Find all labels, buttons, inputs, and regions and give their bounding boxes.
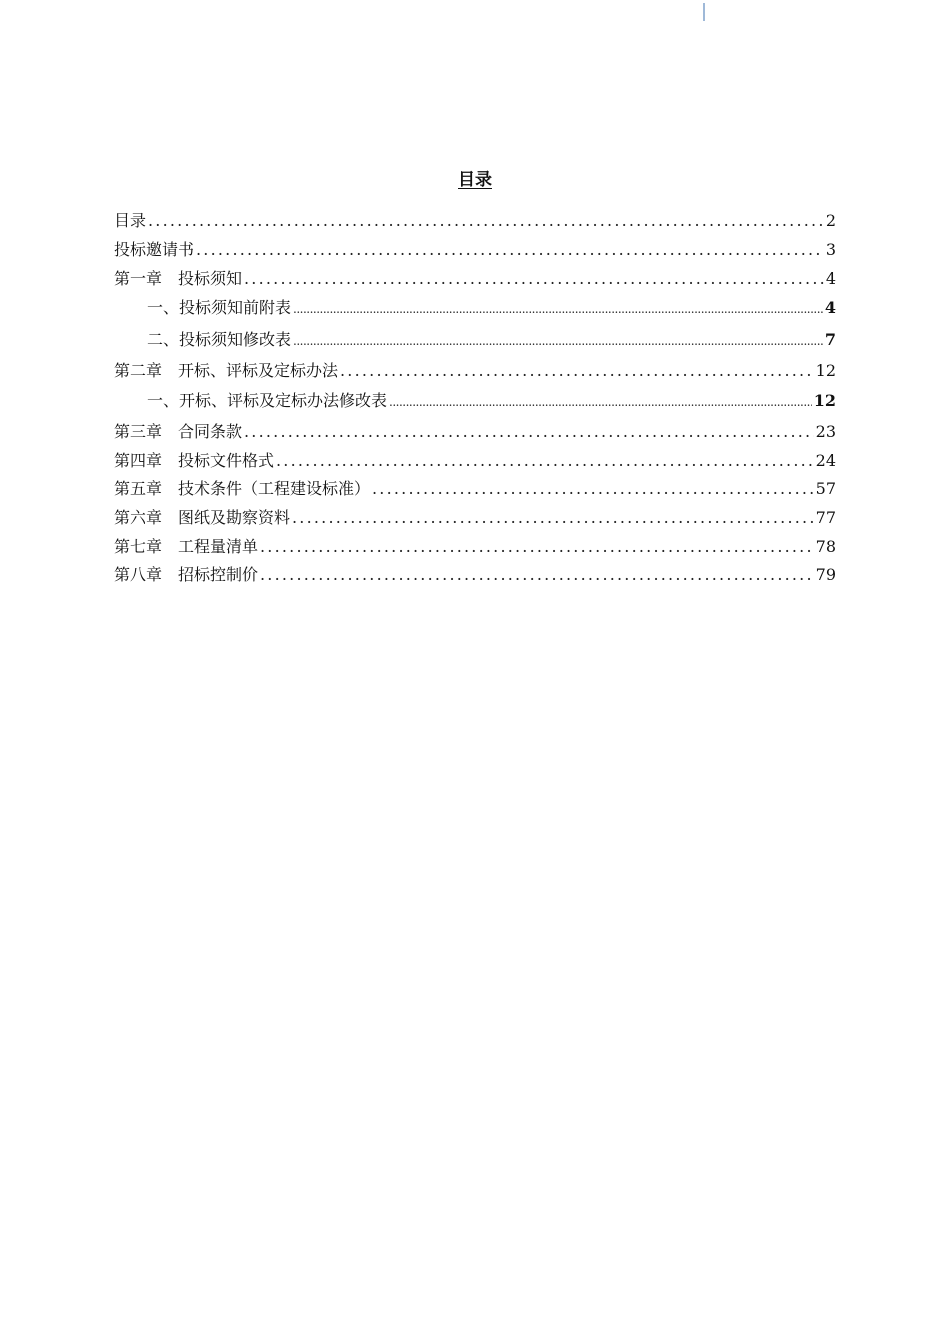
toc-leader-dots (292, 506, 814, 530)
text-cursor-marker (703, 3, 705, 21)
toc-leader-dots (260, 535, 814, 559)
toc-entry-page: 4 (824, 298, 836, 317)
toc-entry[interactable] (114, 420, 836, 444)
toc-leader-dots (244, 420, 814, 444)
toc-leader-dots (276, 449, 814, 473)
toc-leader-dots (244, 267, 824, 291)
toc-entry-page: 78 (815, 537, 836, 556)
toc-subentry[interactable] (147, 389, 836, 413)
toc-leader-dots (372, 477, 814, 501)
toc-entry-label: 第八章 招标控制价 (114, 565, 259, 584)
toc-entry-page: 12 (813, 391, 836, 410)
toc-entry-label: 第三章 合同条款 (114, 422, 243, 441)
toc-title (0, 168, 950, 192)
toc-subentry[interactable] (147, 328, 836, 352)
toc-entry[interactable] (114, 535, 836, 559)
toc-entry-page: 7 (824, 330, 836, 349)
toc-entry[interactable] (114, 267, 836, 291)
toc-entry-label: 目录 (114, 211, 147, 230)
toc-entry[interactable] (114, 238, 836, 262)
toc-entry[interactable] (114, 359, 836, 383)
toc-entry-label: 一、投标须知前附表 (147, 298, 292, 317)
toc-entry-label: 第一章 投标须知 (114, 269, 243, 288)
toc-entry-page: 79 (815, 565, 836, 584)
toc-entry-page: 2 (825, 211, 836, 230)
toc-entry-page: 77 (815, 508, 836, 527)
toc-entry-page: 12 (815, 361, 836, 380)
toc-leader-dots (293, 297, 823, 321)
toc-entry-label: 投标邀请书 (114, 240, 195, 259)
toc-entry[interactable] (114, 209, 836, 233)
toc-entry-label: 第二章 开标、评标及定标办法 (114, 361, 339, 380)
toc-entry-label: 一、开标、评标及定标办法修改表 (147, 391, 388, 410)
toc-entry-page: 57 (815, 479, 836, 498)
toc-subentry[interactable] (147, 296, 836, 320)
toc-entry[interactable] (114, 449, 836, 473)
toc-entry[interactable] (114, 563, 836, 587)
toc-entry-page: 23 (815, 422, 836, 441)
toc-leader-dots (148, 209, 824, 233)
toc-entry-page: 24 (815, 451, 836, 470)
toc-title-text: 目录 (458, 170, 492, 190)
toc-leader-dots (293, 329, 823, 353)
toc-leader-dots (389, 390, 812, 414)
toc-leader-dots (340, 359, 814, 383)
toc-entry-page: 4 (825, 269, 836, 288)
toc-entry-label: 第四章 投标文件格式 (114, 451, 275, 470)
toc-leader-dots (260, 563, 814, 587)
toc-entry-label: 第五章 技术条件（工程建设标准） (114, 479, 371, 498)
toc-entry-label: 第七章 工程量清单 (114, 537, 259, 556)
toc-entry[interactable] (114, 477, 836, 501)
toc-leader-dots (196, 238, 824, 262)
toc-entry[interactable] (114, 506, 836, 530)
toc-entry-label: 二、投标须知修改表 (147, 330, 292, 349)
toc-entry-label: 第六章 图纸及勘察资料 (114, 508, 291, 527)
toc-entry-page: 3 (825, 240, 836, 259)
